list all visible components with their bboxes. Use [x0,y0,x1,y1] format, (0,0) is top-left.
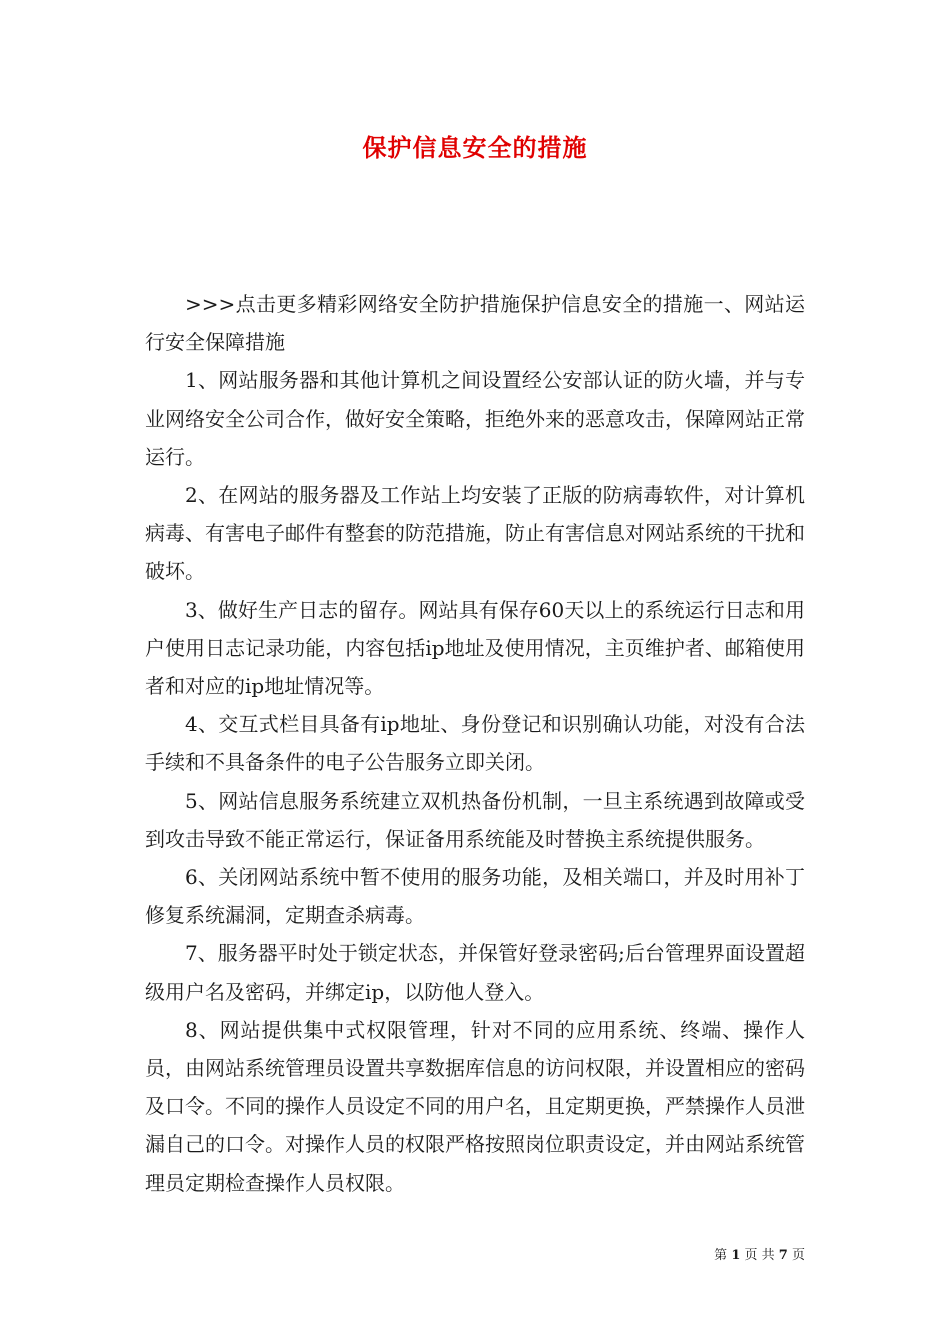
paragraph-measure-1: 1、网站服务器和其他计算机之间设置经公安部认证的防火墙，并与专业网络安全公司合作，做好安全策略，拒绝外来的恶意攻击，保障网站正常运行。 [145,368,805,469]
footer-middle: 页 共 [744,1248,775,1263]
footer-prefix: 第 [714,1248,728,1263]
document-body [145,285,805,1202]
paragraph-measure-7: 7、服务器平时处于锁定状态，并保管好登录密码;后台管理界面设置超级用户名及密码，并绑定ip，以防他人登入。 [145,941,805,1004]
footer-total-pages: 7 [778,1248,788,1263]
paragraph-measure-3: 3、做好生产日志的留存。网站具有保存60天以上的系统运行日志和用户使用日志记录功能，内容包括ip地址及使用情况，主页维护者、邮箱使用者和对应的ip地址情况等。 [145,597,805,699]
footer-suffix: 页 [791,1248,805,1263]
paragraph-measure-2: 2、在网站的服务器及工作站上均安装了正版的防病毒软件，对计算机病毒、有害电子邮件有整套的防范措施，防止有害信息对网站系统的干扰和破坏。 [145,483,805,584]
paragraph-intro: >>>点击更多精彩网络安全防护措施保护信息安全的措施一、网站运行安全保障措施 [145,292,805,355]
paragraph-measure-5: 5、网站信息服务系统建立双机热备份机制，一旦主系统遇到故障或受到攻击导致不能正常运行，保证备用系统能及时替换主系统提供服务。 [145,788,805,851]
paragraph-measure-4: 4、交互式栏目具备有ip地址、身份登记和识别确认功能，对没有合法手续和不具备条件的电子公告服务立即关闭。 [145,712,805,775]
footer-current-page: 1 [731,1248,741,1263]
document-title: 保护信息安全的措施 [362,134,588,162]
paragraph-measure-6: 6、关闭网站系统中暂不使用的服务功能，及相关端口，并及时用补丁修复系统漏洞，定期查杀病毒。 [145,865,805,928]
paragraph-measure-8: 8、网站提供集中式权限管理，针对不同的应用系统、终端、操作人员，由网站系统管理员设置共享数据库信息的访问权限，并设置相应的密码及口令。不同的操作人员设定不同的用户名，且定期更换，严禁操作人员泄漏自己的口令。对操作人员的权限严格按照岗位职责设定，并由网站系统管理员定期检查操作人员权限。 [145,1017,805,1195]
page-number-footer [714,1247,805,1265]
